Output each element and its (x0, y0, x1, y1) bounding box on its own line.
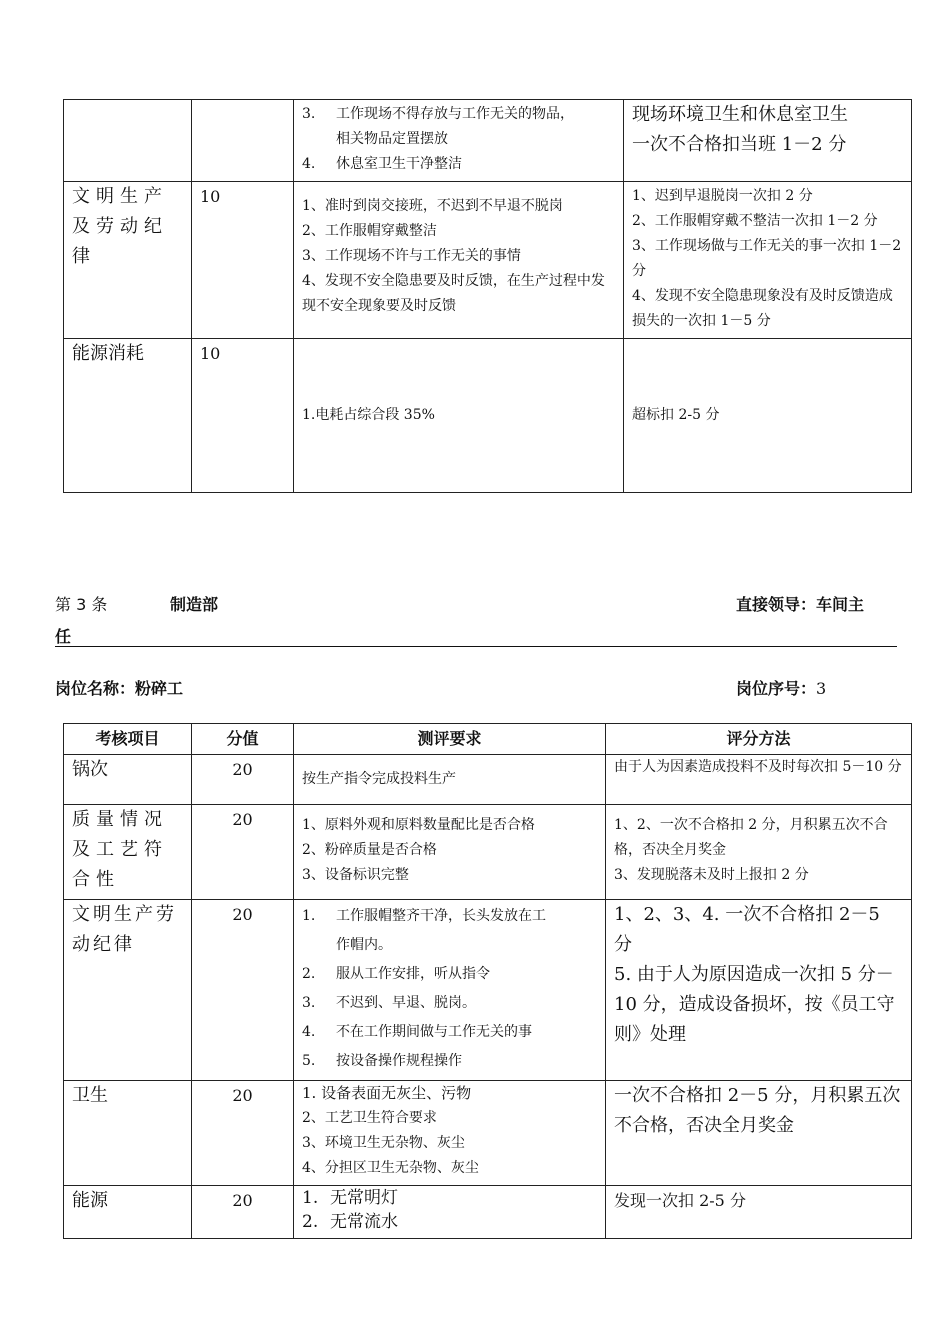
score-cell: 10 (192, 182, 294, 339)
table-row (64, 805, 912, 900)
list-item: 2. 无常流水 (302, 1212, 398, 1232)
column-header: 评分方法 (606, 724, 912, 755)
list-item: 4. 休息室卫生干净整洁 (302, 156, 462, 172)
method-cell: 超标扣 2-5 分 (624, 339, 912, 493)
method-cell (624, 100, 912, 182)
requirements-cell: 1.电耗占综合段 35% (294, 339, 624, 493)
list-item: 3. 工作现场不得存放与工作无关的物品， 相关物品定置摆放 (302, 106, 574, 147)
score-cell: 20 (192, 1186, 294, 1239)
requirements-cell (294, 805, 606, 900)
method-cell (606, 900, 912, 1081)
post-name: 岗位名称：粉碎工 (55, 679, 184, 698)
list-item: 1、准时到岗交接班，不迟到不早退不脱岗 (302, 198, 563, 214)
item-cell: 卫生 (64, 1081, 192, 1186)
requirements-cell (294, 1186, 606, 1239)
item-cell: 文明生产及劳动纪律 (64, 182, 192, 339)
requirements-cell: 按生产指令完成投料生产 (294, 755, 606, 805)
list-item: 1. 无常明灯 (302, 1188, 398, 1208)
item-cell: 锅次 (64, 755, 192, 805)
list-item: 1. 工作服帽整齐干净，长头发放在工 作帽内。 (302, 908, 546, 953)
list-item: 4、发现不安全隐患要及时反馈，在生产过程中发现不安全现象要及时反馈 (302, 273, 605, 314)
list-item: 2. 服从工作安排，听从指令 (302, 966, 490, 982)
requirements-cell (294, 900, 606, 1081)
column-header: 考核项目 (64, 724, 192, 755)
method-cell: 发现一次扣 2-5 分 (606, 1186, 912, 1239)
table-row (64, 900, 912, 1081)
list-item: 4、分担区卫生无杂物、灰尘 (302, 1160, 479, 1176)
list-item: 1、2、一次不合格扣 2 分，月积累五次不合格，否决全月奖金 (614, 817, 888, 858)
list-item: 3、环境卫生无杂物、灰尘 (302, 1135, 465, 1151)
list-item: 1、迟到早退脱岗一次扣 2 分 (632, 188, 813, 204)
list-item: 2、粉碎质量是否合格 (302, 842, 437, 858)
section-divider (55, 646, 897, 647)
list-item: 3、发现脱落未及时上报扣 2 分 (614, 867, 809, 883)
list-item: 4、发现不安全隐患现象没有及时反馈造成损失的一次扣 1－5 分 (632, 288, 893, 329)
direct-leader-continued: 任 (55, 627, 72, 646)
method-line: 5. 由于人为原因造成一次扣 5 分－10 分，造成设备损坏，按《员工守则》处理 (614, 964, 895, 1045)
list-item: 2、工艺卫生符合要求 (302, 1110, 437, 1126)
list-item: 2、工作服帽穿戴不整洁一次扣 1－2 分 (632, 213, 878, 229)
table-row (64, 755, 912, 805)
list-item: 3、设备标识完整 (302, 867, 409, 883)
list-item: 1. 设备表面无灰尘、污物 (302, 1084, 472, 1102)
method-cell (606, 805, 912, 900)
table-row (64, 100, 912, 182)
method-cell (624, 182, 912, 339)
score-cell: 20 (192, 805, 294, 900)
score-cell: 20 (192, 1081, 294, 1186)
method-cell: 一次不合格扣 2－5 分，月积累五次不合格，否决全月奖金 (606, 1081, 912, 1186)
column-header: 分值 (192, 724, 294, 755)
list-item: 3、工作现场不许与工作无关的事情 (302, 248, 521, 264)
requirements-cell (294, 182, 624, 339)
item-cell: 文明生产劳动纪律 (64, 900, 192, 1081)
score-cell: 10 (192, 339, 294, 493)
list-item: 4. 不在工作期间做与工作无关的事 (302, 1024, 532, 1040)
score-cell: 20 (192, 900, 294, 1081)
item-cell: 能源消耗 (64, 339, 192, 493)
method-cell: 由于人为因素造成投料不及时每次扣 5－10 分 (606, 755, 912, 805)
list-item: 3. 不迟到、早退、脱岗。 (302, 995, 476, 1011)
post-sequence-value: 3 (816, 679, 827, 698)
column-header: 测评要求 (294, 724, 606, 755)
list-item: 2、工作服帽穿戴整洁 (302, 223, 437, 239)
method-line: 现场环境卫生和休息室卫生 (632, 104, 848, 125)
list-item: 3、工作现场做与工作无关的事一次扣 1－2 分 (632, 238, 902, 279)
item-cell: 能源 (64, 1186, 192, 1239)
assessment-table-continued (63, 99, 912, 493)
table-row (64, 1081, 912, 1186)
item-cell: 质量情况及工艺符合性 (64, 805, 192, 900)
post-sequence (736, 676, 826, 699)
assessment-table (63, 723, 912, 1239)
direct-leader: 直接领导：车间主 (736, 595, 865, 614)
requirements-cell (294, 1081, 606, 1186)
method-line: 1、2、3、4. 一次不合格扣 2－5 分 (614, 904, 880, 955)
item-cell (64, 100, 192, 182)
table-row (64, 1186, 912, 1239)
list-item: 1、原料外观和原料数量配比是否合格 (302, 817, 535, 833)
method-line: 一次不合格扣当班 1－2 分 (632, 134, 847, 155)
table-row (64, 339, 912, 493)
post-sequence-label: 岗位序号： (736, 679, 817, 698)
score-cell (192, 100, 294, 182)
list-item: 5. 按设备操作规程操作 (302, 1053, 462, 1069)
score-cell: 20 (192, 755, 294, 805)
table-row (64, 182, 912, 339)
table-header-row (64, 724, 912, 755)
requirements-cell (294, 100, 624, 182)
article-number: 第 3 条 (55, 595, 108, 614)
department-name: 制造部 (170, 595, 219, 614)
